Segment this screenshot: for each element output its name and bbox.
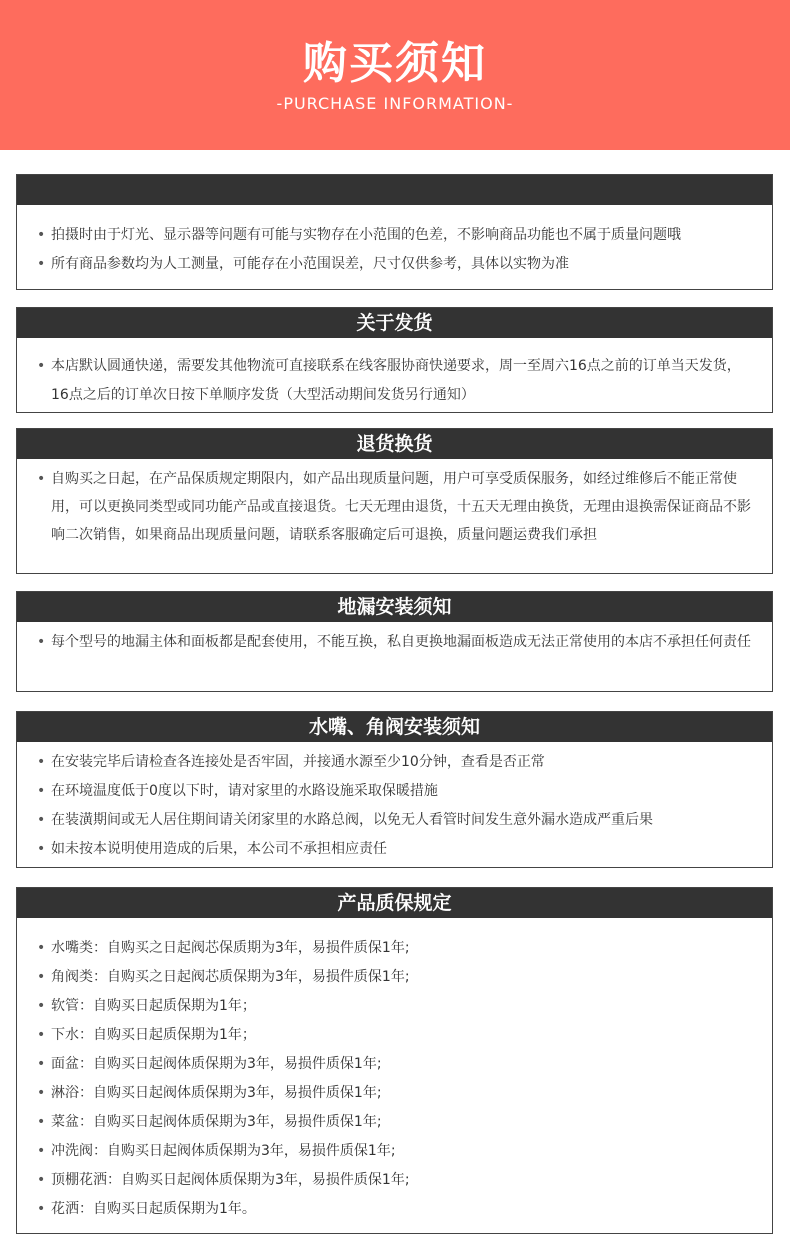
section-body [17,338,772,410]
list-item: • 下水：自购买日起质保期为1年； [37,1021,758,1050]
section-returns [16,428,773,574]
section-floor-drain [16,591,773,692]
section-body [17,622,772,657]
list-item: • 菜盆：自购买日起阀体质保期为3年，易损件质保1年; [37,1108,758,1137]
list-item: • 软管：自购买日起质保期为1年； [37,992,758,1021]
section-header: 水嘴、角阀安装须知 [17,712,772,742]
list-item: • 水嘴类：自购买之日起阀芯保质期为3年，易损件质保1年; [37,934,758,963]
list-item: • 面盆：自购买日起阀体质保期为3年，易损件质保1年; [37,1050,758,1079]
section-body [17,205,772,279]
section-header: 产品质保规定 [17,888,772,918]
section-header: 关于发货 [17,308,772,338]
section-color-notice [16,174,773,290]
list-item: • 所有商品参数均为人工测量，可能存在小范围误差，尺寸仅供参考，具体以实物为准 [37,250,758,279]
page-subtitle: -PURCHASE INFORMATION- [276,94,514,113]
list-item: • 本店默认圆通快递，需要发其他物流可直接联系在线客服协商快递要求，周一至周六16点之前的订单当天发货，16点之后的订单次日按下单顺序发货（大型活动期间发货另行通知） [37,352,758,410]
list-item: • 在安装完毕后请检查各连接处是否牢固，并接通水源至少10分钟，查看是否正常 [37,748,758,777]
section-header: 退货换货 [17,429,772,459]
page-title: 购买须知 [303,38,487,89]
section-body [17,459,772,549]
header-banner [0,0,790,150]
list-item: • 在装潢期间或无人居住期间请关闭家里的水路总阀，以免无人看管时间发生意外漏水造成严重后果 [37,806,758,835]
list-item: • 自购买之日起，在产品保质规定期限内，如产品出现质量问题，用户可享受质保服务，如经过维修后不能正常使用，可以更换同类型或同功能产品或直接退货。七天无理由退货，十五天无理由换货，无理由退换需保证商品不影响二次销售，如果商品出现质量问题，请联系客服确定后可退换，质量问题运费我们承担 [37,465,758,549]
section-faucet-valve [16,711,773,868]
list-item: • 冲洗阀：自购买日起阀体质保期为3年，易损件质保1年; [37,1137,758,1166]
list-item: • 花洒：自购买日起质保期为1年。 [37,1195,758,1224]
section-shipping [16,307,773,413]
list-item: • 角阀类：自购买之日起阀芯质保期为3年，易损件质保1年; [37,963,758,992]
section-body [17,918,772,1224]
list-item: • 淋浴：自购买日起阀体质保期为3年，易损件质保1年; [37,1079,758,1108]
list-item: • 每个型号的地漏主体和面板都是配套使用，不能互换，私自更换地漏面板造成无法正常使用的本店不承担任何责任 [37,627,758,657]
list-item: • 拍摄时由于灯光、显示器等问题有可能与实物存在小范围的色差，不影响商品功能也不属于质量问题哦 [37,221,758,250]
list-item: • 顶棚花洒：自购买日起阀体质保期为3年，易损件质保1年; [37,1166,758,1195]
section-warranty [16,887,773,1234]
list-item: • 如未按本说明使用造成的后果，本公司不承担相应责任 [37,835,758,864]
section-body [17,742,772,864]
section-header [17,175,772,205]
section-header: 地漏安装须知 [17,592,772,622]
list-item: • 在环境温度低于0度以下时，请对家里的水路设施采取保暖措施 [37,777,758,806]
